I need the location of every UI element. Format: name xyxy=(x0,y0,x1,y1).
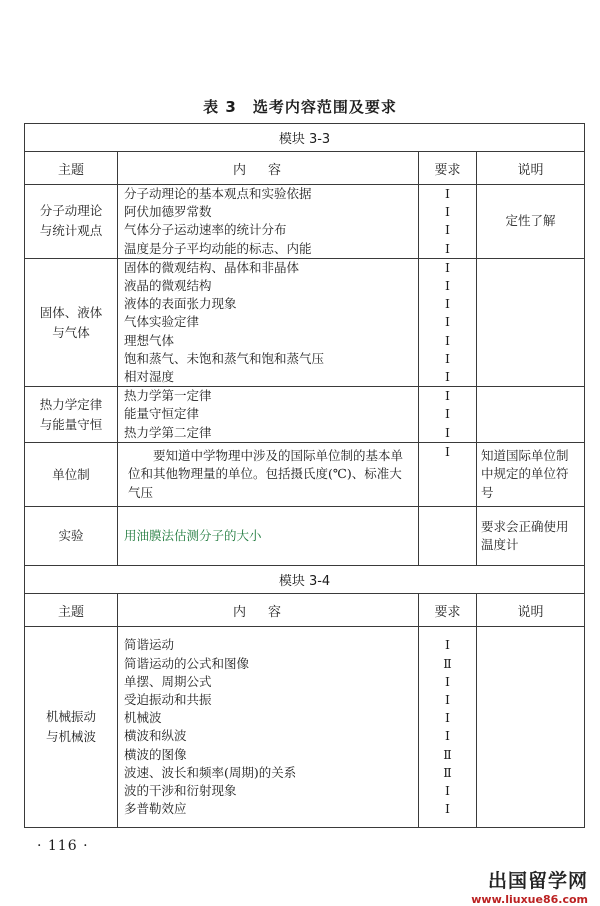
requirement-cell: Ⅰ Ⅰ Ⅰ xyxy=(419,387,477,443)
list-item: 受迫振动和共振 xyxy=(124,691,212,707)
list-item: 简谐运动 xyxy=(124,637,175,653)
module-header-row xyxy=(25,566,585,594)
table-row xyxy=(25,258,585,386)
content-cell: 要知道中学物理中涉及的国际单位制的基本单位和其他物理量的单位。包括摄氏度(℃)、标准大气压 xyxy=(118,442,419,507)
topic-cell: 热力学定律 与能量守恒 xyxy=(25,387,118,443)
requirement-cell: Ⅰ Ⅱ Ⅰ Ⅰ Ⅰ Ⅰ Ⅱ Ⅱ Ⅰ Ⅰ xyxy=(419,627,477,828)
watermark-url: www.liuxue86.com xyxy=(471,893,588,906)
list-item: 热力学第一定律 xyxy=(124,388,212,404)
list-item: 横波和纵波 xyxy=(124,728,187,744)
topic-column-header: 主题 xyxy=(25,152,118,185)
list-item: 理想气体 xyxy=(124,332,175,348)
list-item: 分子动理论的基本观点和实验依据 xyxy=(124,186,312,201)
list-item: 机械波 xyxy=(124,710,162,726)
module-header-row xyxy=(25,124,585,152)
requirements-table xyxy=(24,123,585,828)
table-title: 选考内容范围及要求 xyxy=(252,98,397,116)
note-column-header: 说明 xyxy=(477,594,585,627)
table-row xyxy=(25,507,585,566)
watermark-name: 出国留学网 xyxy=(487,870,588,892)
table-caption xyxy=(0,96,600,117)
table-row xyxy=(25,627,585,828)
requirement-column-header: 要求 xyxy=(419,152,477,185)
module-title: 模块 3-3 xyxy=(25,124,585,152)
content-cell xyxy=(118,627,419,828)
content-cell xyxy=(118,185,419,259)
topic-cell: 实验 xyxy=(25,507,118,566)
table-row xyxy=(25,442,585,507)
note-cell xyxy=(477,387,585,443)
list-item: 简谐运动的公式和图像 xyxy=(124,655,250,671)
column-header-row xyxy=(25,594,585,627)
list-item: 液晶的微观结构 xyxy=(124,278,212,294)
list-item: 饱和蒸气、未饱和蒸气和饱和蒸气压 xyxy=(124,350,325,366)
note-cell xyxy=(477,627,585,828)
watermark-logo xyxy=(471,866,588,906)
list-item: 用油膜法估测分子的大小 xyxy=(124,528,262,544)
note-column-header: 说明 xyxy=(477,152,585,185)
content-column-header: 内容 xyxy=(118,152,419,185)
content-cell xyxy=(118,258,419,386)
list-item: 横波的图像 xyxy=(124,746,187,762)
module-title: 模块 3-4 xyxy=(25,566,585,594)
table-row xyxy=(25,387,585,443)
list-item: 气体实验定律 xyxy=(124,314,200,330)
note-cell: 知道国际单位制中规定的单位符号 xyxy=(477,442,585,507)
column-header-row xyxy=(25,152,585,185)
topic-column-header: 主题 xyxy=(25,594,118,627)
requirement-cell: Ⅰ xyxy=(419,442,477,507)
list-item: 波的干涉和衍射现象 xyxy=(124,782,237,798)
note-cell xyxy=(477,258,585,386)
table-label: 表 3 xyxy=(203,98,237,116)
requirement-cell: Ⅰ Ⅰ Ⅰ Ⅰ Ⅰ Ⅰ Ⅰ xyxy=(419,258,477,386)
note-cell: 定性了解 xyxy=(477,185,585,259)
topic-cell: 机械振动 与机械波 xyxy=(25,627,118,828)
topic-cell: 单位制 xyxy=(25,442,118,507)
requirement-column-header: 要求 xyxy=(419,594,477,627)
list-item: 固体的微观结构、晶体和非晶体 xyxy=(124,259,300,275)
list-item: 阿伏加德罗常数 xyxy=(124,204,212,220)
page-number: · 116 · xyxy=(37,838,89,854)
table-row xyxy=(25,185,585,259)
list-item: 单摆、周期公式 xyxy=(124,673,212,689)
content-column-header: 内容 xyxy=(118,594,419,627)
list-item: 多普勒效应 xyxy=(124,801,187,817)
topic-cell: 固体、液体 与气体 xyxy=(25,258,118,386)
list-item: 相对湿度 xyxy=(124,369,175,385)
content-cell xyxy=(118,387,419,443)
content-cell xyxy=(118,507,419,566)
requirement-cell: Ⅰ Ⅰ Ⅰ Ⅰ xyxy=(419,185,477,259)
list-item: 液体的表面张力现象 xyxy=(124,296,237,312)
list-item: 气体分子运动速率的统计分布 xyxy=(124,222,287,238)
requirement-cell xyxy=(419,507,477,566)
note-cell: 要求会正确使用温度计 xyxy=(477,507,585,566)
list-item: 能量守恒定律 xyxy=(124,406,200,422)
topic-cell: 分子动理论 与统计观点 xyxy=(25,185,118,259)
list-item: 波速、波长和频率(周期)的关系 xyxy=(124,764,297,780)
list-item: 温度是分子平均动能的标志、内能 xyxy=(124,240,312,256)
list-item: 热力学第二定律 xyxy=(124,424,212,440)
